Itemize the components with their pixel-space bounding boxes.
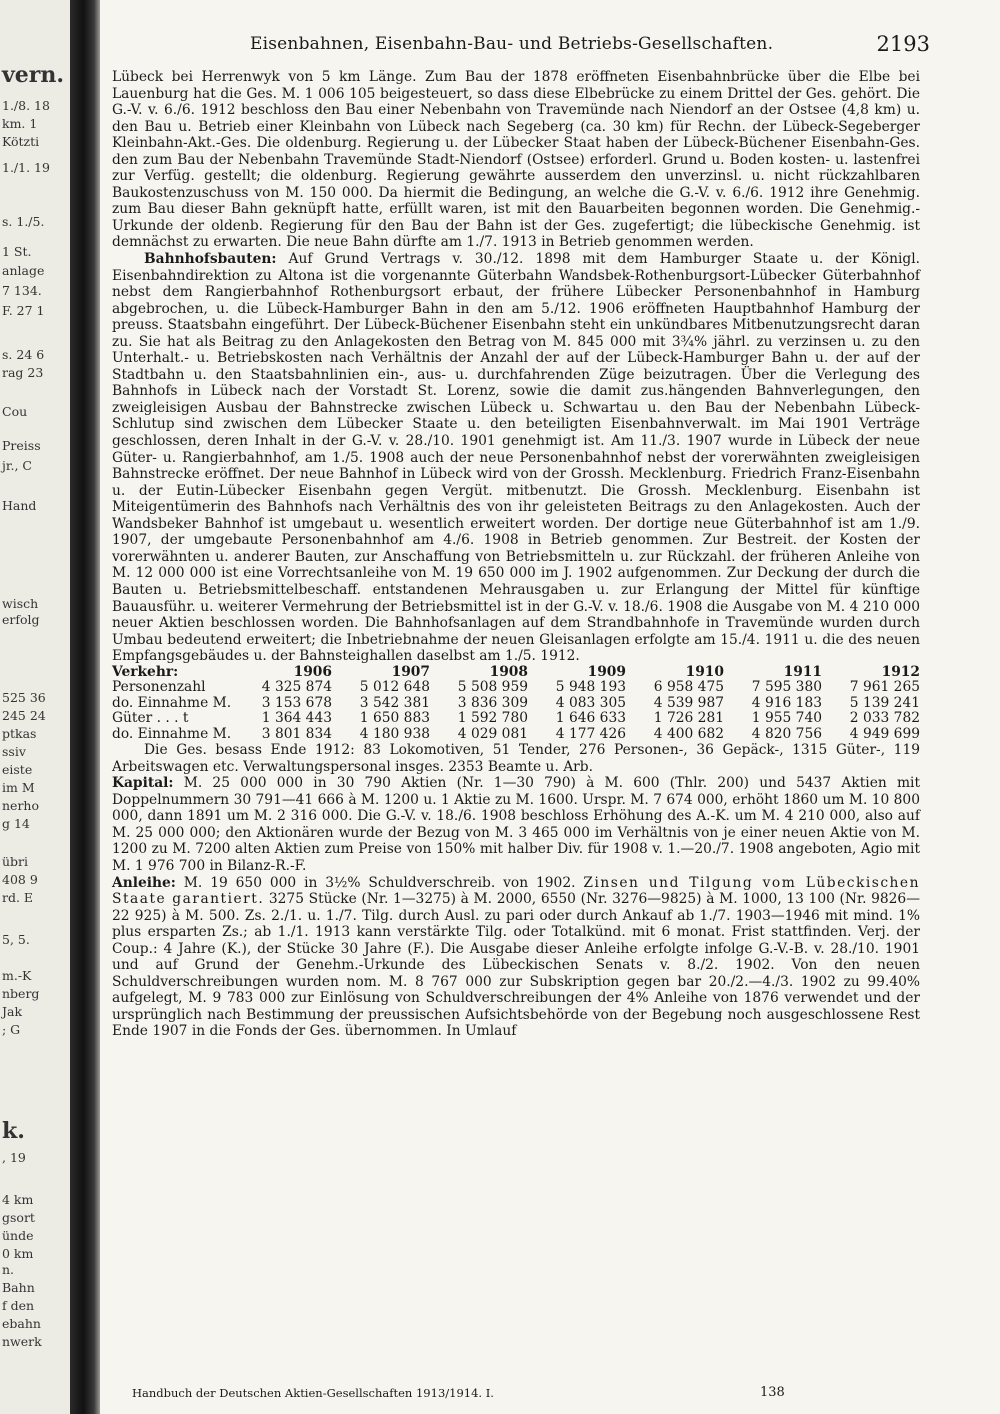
- table-row: [112, 680, 920, 696]
- table-cell: 5 139 241: [849, 694, 920, 711]
- adjacent-page-fragment: eiste: [2, 762, 33, 777]
- adjacent-page-fragment: erfolg: [2, 612, 40, 627]
- table-cell: 5 948 193: [555, 679, 626, 696]
- table-cell: 4 539 987: [653, 694, 724, 711]
- adjacent-page-fragment: g 14: [2, 816, 30, 831]
- table-cell: 4 177 426: [555, 725, 626, 742]
- table-cell: 5 012 648: [359, 679, 430, 696]
- adjacent-page-fragment: Jak: [2, 1004, 23, 1019]
- paragraph-bestand: Die Ges. besass Ende 1912: 83 Lokomotiven, 51 Tender, 276 Personen-, 36 Gepäck-, 1315 Güter-, 119 Arbeitswagen etc. Verwaltungspersonal insges. 2353 Beamte u. Arb.: [112, 742, 920, 775]
- paragraph-kapital: [112, 775, 920, 874]
- table-cell: 4 916 183: [751, 694, 822, 711]
- table-cell: 3 836 309: [457, 694, 528, 711]
- signature-mark: 138: [760, 1385, 785, 1400]
- table-cell: 3 801 834: [261, 725, 332, 742]
- adjacent-page-strip: [0, 0, 70, 1414]
- table-cell: 3 153 678: [261, 694, 332, 711]
- table-cell: 7 961 265: [849, 679, 920, 696]
- adjacent-page-fragment: wisch: [2, 596, 39, 611]
- adjacent-page-fragment: ebahn: [2, 1316, 41, 1331]
- anleihe-details: 3275 Stücke (Nr. 1—3275) à M. 2000, 6550 (Nr. 3276—9825) à M. 1000, 13 100 (Nr. 9826—22 925) à M. 500. Zs. 2./1. u. 1./7. Tilg. durch Ausl. zu pari oder durch Ankauf ab 1./7. 1903—1946 mit mind. 1% plus ersparten Zs.; ab 1./1. 1913 kann verstärkte Tilg. oder Totalkünd. mit 6 monat. Frist stattfinden. Verj. der Coup.: 4 Jahre (K.), der Stücke 30 Jahre (F.). Die Ausgabe dieser Anleihe erfolgte infolge G.-V.-B. v. 28./10. 1901 und auf Grund der Genehm.-Urkunde des Lübeckischen Senats v. 8./2. 1902. Von den neuen Schuldverschreibungen wurden nom. M. 8 767 000 zur Subskription gegen bar 20./2.—4./3. 1902 zu 99.40% aufgelegt, M. 9 783 000 zur Einlösung von Schuldverschreibungen der 4% Anleihe von 1876 verwendet und der ursprünglich nach Bestimmung der preussischen Aufsichtsbehörde von der Begebung noch ausgeschlossene Rest Ende 1907 in die Fonds der Ges. übernommen. In Umlauf: [112, 891, 921, 1040]
- table-cell: 4 949 699: [849, 725, 920, 742]
- row-label: Güter . . . t: [112, 710, 189, 727]
- year-header: 1908: [489, 663, 528, 680]
- table-cell: 4 029 081: [457, 725, 528, 742]
- section-text-kapital: M. 25 000 000 in 30 790 Aktien (Nr. 1—30 790) à M. 600 (Thlr. 200) und 5437 Aktien mit Doppelnummern 30 791—41 666 à M. 1200 u. 1 Aktie zu M. 1600. Urspr. M. 7 674 000, erhöht 1860 um M. 10 800 000, dann 1891 um M. 2 316 000. Die G.-V. v. 18./6. 1908 beschloss Erhöhung des A.-K. um M. 4 210 000, also auf M. 25 000 000; den Aktionären wurde der Bezug von M. 3 465 000 im Verhältnis von je einer neuen Aktie von M. 1200 zu M. 7200 alten Aktien zum Preise von 150% mit halber Div. für 1908 v. 1.—20./7. 1908 angeboten, Agio mit M. 1 976 700 in Bilanz-R.-F.: [112, 775, 920, 875]
- adjacent-page-fragment: rag 23: [2, 365, 44, 380]
- adjacent-page-fragment: ünde: [2, 1228, 34, 1243]
- table-cell: 4 083 305: [555, 694, 626, 711]
- year-header: 1911: [783, 663, 822, 680]
- page-footer: [132, 1386, 792, 1400]
- paragraph-bahnhofsbauten: [112, 251, 920, 665]
- table-cell: 1 955 740: [751, 710, 822, 727]
- row-label: do. Einnahme M.: [112, 725, 232, 742]
- table-cell: 4 325 874: [261, 679, 332, 696]
- adjacent-page-fragment: ; G: [2, 1022, 21, 1037]
- adjacent-page-fragment: Hand: [2, 498, 37, 513]
- adjacent-page-fragment: Preiss: [2, 438, 41, 453]
- section-text-bahnhofsbauten: Auf Grund Vertrags v. 30./12. 1898 mit dem Hamburger Staate u. der Königl. Eisenbahndirektion zu Altona ist die vorgenannte Güterbahn Wandsbek-Rothenburgsort-Lübecker Güterbahnhof nebst dem Rangierbahnhof Rothenburgsort erbaut, der frühere Lübecker Personenbahnhof in Hamburg abgebrochen, u. die Lübeck-Hamburger Bahn in den am 5./12. 1906 eröffneten Hauptbahnhof Hamburg der preuss. Staatsbahn eingeführt. Der Lübeck-Büchener Eisenbahn steht ein unkündbares Mitbenutzungsrecht daran zu. Sie hat als Beitrag zu den Anlagekosten den Betrag von M. 845 000 mit 3¾% jährl. zu verzinsen u. zu den Unterhalt.- u. Betriebskosten nach Verhältnis der Anzahl der auf der Lübeck-Hamburger Bahn u. der auf der Stadtbahn u. den Staatsbahnlinien ein-, aus- u. durchfahrenden Züge beizutragen. Über die Verlegung des Bahnhofs in Lübeck nach der Vorstadt St. Lorenz, sowie die damit zus.hängenden Bahnverlegungen, den zweigleisigen Ausbau der Bahnstrecke zwischen Lübeck u. Schwartau u. den Bau der Nebenbahn Lübeck-Schlutup sind zwischen dem Lübecker Staate u. den beteiligten Eisenbahnverwalt. im Mai 1901 Verträge geschlossen, deren Inhalt in der G.-V. v. 28./10. 1901 genehmigt ist. Am 11./3. 1907 wurde in Lübeck der neue Güter- u. Rangierbahnhof, am 1./5. 1908 auch der neue Personenbahnhof nebst der vorerwähnten zweigleisigen Bahnstrecke eröffnet. Der neue Bahnhof in Lübeck wird von der Grossh. Mecklenburg. Friedrich Franz-Eisenbahn u. der Eutin-Lübecker Eisenbahn gegen Vergüt. mitbenutzt. Die Grossh. Mecklenburg. Eisenbahn ist Miteigentümerin des Bahnhofs nach Verhältnis des von ihr geleisteten Beitrags zu den Anlagekosten. Auch der Wandsbeker Bahnhof ist umgebaut u. wesentlich erweitert worden. Der dortige neue Güterbahnhof ist am 1./9. 1907, der umgebaute Personenbahnhof am 4./6. 1908 in Betrieb genommen. Zur Bestreit. der Kosten der vorerwähnten u. anderer Bauten, zur Anschaffung von Betriebsmitteln u. zur Rückzahl. der früheren Anleihe von M. 12 000 000 ist eine Vorrechtsanleihe von M. 19 650 000 im J. 1902 aufgenommen. Zur Deckung der durch die Bauten u. Betriebsmittelbeschaff. entstandenen Mehrausgaben u. zur Erlangung der Mittel für künftige Bauausführ. u. weiterer Vermehrung der Betriebsmittel ist in der G.-V. v. 18./6. 1908 die Ausgabe von M. 4 210 000 neuer Aktien beschlossen worden. Die Bahnhofsanlagen auf dem Strandbahnhofe in Travemünde wurden durch Umbau bedeutend erweitert; die Inbetriebnahme der neuen Gleisanlagen erfolgte am 15./4. 1911 u. die des neuen Empfangsgebäudes u. der Bahnsteighallen daselbst am 1./5. 1912.: [112, 251, 921, 665]
- table-row: [112, 696, 920, 712]
- adjacent-page-fragment: vern.: [2, 62, 65, 88]
- adjacent-page-fragment: 1./1. 19: [2, 160, 50, 175]
- adjacent-page-fragment: s. 24 6: [2, 347, 45, 362]
- adjacent-page-fragment: rd. E: [2, 890, 34, 905]
- adjacent-page-fragment: ssiv: [2, 744, 26, 759]
- page-number: 2193: [876, 32, 930, 56]
- adjacent-page-fragment: Kötzti: [2, 134, 40, 149]
- row-label: do. Einnahme M.: [112, 694, 232, 711]
- year-header: 1906: [293, 663, 332, 680]
- year-header: 1912: [881, 663, 920, 680]
- adjacent-page-fragment: k.: [2, 1118, 25, 1144]
- table-cell: 1 726 281: [653, 710, 724, 727]
- year-header: 1910: [685, 663, 724, 680]
- adjacent-page-fragment: 1 St.: [2, 244, 32, 259]
- adjacent-page-fragment: gsort: [2, 1210, 35, 1225]
- adjacent-page-fragment: nwerk: [2, 1334, 42, 1349]
- section-label-kapital: Kapital:: [112, 775, 174, 792]
- anleihe-intro: M. 19 650 000 in 3½% Schuldverschreib. von 1902.: [183, 874, 576, 891]
- footer-title: Handbuch der Deutschen Aktien-Gesellschaften 1913/1914. I.: [132, 1386, 494, 1400]
- year-header: 1909: [587, 663, 626, 680]
- table-cell: 5 508 959: [457, 679, 528, 696]
- paragraph-intro: Lübeck bei Herrenwyk von 5 km Länge. Zum Bau der 1878 eröffneten Eisenbahnbrücke über die Elbe bei Lauenburg hat die Ges. M. 1 006 105 beigesteuert, so dass diese Elbebrücke zu einem Drittel der Ges. gehört. Die G.-V. v. 6./6. 1912 beschloss den Bau einer Nebenbahn von Travemünde nach Niendorf an der Ostsee (4,8 km) u. den Bau u. Betrieb einer Kleinbahn von Lübeck nach Segeberg (ca. 30 km) für Rechn. der Lübeck-Segeberger Kleinbahn-Akt.-Ges. Die oldenburg. Regierung u. der Lübecker Staat haben der Lübeck-Büchener Eisenbahn-Ges. den zum Bau der Nebenbahn Travemünde Stadt-Niendorf (Ostsee) erforderl. Grund u. Boden kosten- u. lastenfrei zur Verfüg. gestellt; die oldenburg. Regierung gewährte ausserdem den unverzinsl. u. nicht rückzahlbaren Baukostenzuschuss von M. 150 000. Da hiermit die Bedingung, an welche die G.-V. v. 6./6. 1912 ihre Genehmig. zum Bau dieser Bahn geknüpft hatte, erfüllt waren, ist mit den Bauarbeiten begonnen worden. Die Genehmig.-Urkunde der oldenb. Regierung für den Bau der Bahn ist der Ges. zugefertigt; die lübeckische Genehmig. ist demnächst zu erwarten. Die neue Bahn dürfte am 1./7. 1913 in Betrieb genommen werden.: [112, 69, 920, 251]
- traffic-table: [112, 665, 920, 743]
- adjacent-page-fragment: km. 1: [2, 116, 38, 131]
- table-cell: 1 592 780: [457, 710, 528, 727]
- table-cell: 1 364 443: [261, 710, 332, 727]
- adjacent-page-fragment: anlage: [2, 263, 45, 278]
- traffic-label: Verkehr:: [112, 663, 179, 680]
- adjacent-page-fragment: f den: [2, 1298, 35, 1313]
- adjacent-page-fragment: 4 km: [2, 1192, 34, 1207]
- table-cell: 3 542 381: [359, 694, 430, 711]
- table-cell: 2 033 782: [849, 710, 920, 727]
- adjacent-page-fragment: nberg: [2, 986, 40, 1001]
- adjacent-page-fragment: 245 24: [2, 708, 46, 723]
- article-body: [112, 69, 920, 1040]
- adjacent-page-fragment: übri: [2, 854, 29, 869]
- adjacent-page-fragment: im M: [2, 780, 35, 795]
- traffic-table-header: [112, 665, 920, 681]
- adjacent-page-fragment: 5, 5.: [2, 932, 30, 947]
- adjacent-page-fragment: , 19: [2, 1150, 26, 1165]
- section-label-bahnhofsbauten: Bahnhofsbauten:: [144, 251, 277, 268]
- adjacent-page-fragment: s. 1./5.: [2, 214, 45, 229]
- adjacent-page-fragment: jr., C: [2, 458, 32, 473]
- table-cell: 6 958 475: [653, 679, 724, 696]
- table-row: [112, 727, 920, 743]
- adjacent-page-fragment: Cou: [2, 404, 28, 419]
- adjacent-page-fragment: 408 9: [2, 872, 38, 887]
- table-cell: 4 400 682: [653, 725, 724, 742]
- adjacent-page-fragment: ptkas: [2, 726, 37, 741]
- table-cell: 1 650 883: [359, 710, 430, 727]
- adjacent-page-fragment: nerho: [2, 798, 39, 813]
- adjacent-page-fragment: 1./8. 18: [2, 98, 50, 113]
- anleihe-guarantee: Zinsen und Tilgung vom Lübeckischen Staate garantiert.: [112, 874, 920, 908]
- adjacent-page-fragment: F. 27 1: [2, 303, 45, 318]
- adjacent-page-fragment: m.-K: [2, 968, 32, 983]
- paragraph-anleihe: [112, 875, 920, 1040]
- adjacent-page-fragment: 0 km: [2, 1246, 34, 1261]
- section-label-anleihe: Anleihe:: [112, 874, 176, 891]
- table-row: [112, 711, 920, 727]
- running-header: Eisenbahnen, Eisenbahn-Bau- und Betriebs-Gesellschaften.: [250, 34, 774, 54]
- adjacent-page-fragment: Bahn: [2, 1280, 35, 1295]
- adjacent-page-fragment: 7 134.: [2, 283, 42, 298]
- table-cell: 7 595 380: [751, 679, 822, 696]
- table-cell: 4 180 938: [359, 725, 430, 742]
- row-label: Personenzahl: [112, 679, 206, 696]
- table-cell: 1 646 633: [555, 710, 626, 727]
- year-header: 1907: [391, 663, 430, 680]
- adjacent-page-fragment: n.: [2, 1262, 15, 1277]
- table-cell: 4 820 756: [751, 725, 822, 742]
- book-gutter: [70, 0, 100, 1414]
- adjacent-page-fragment: 525 36: [2, 690, 46, 705]
